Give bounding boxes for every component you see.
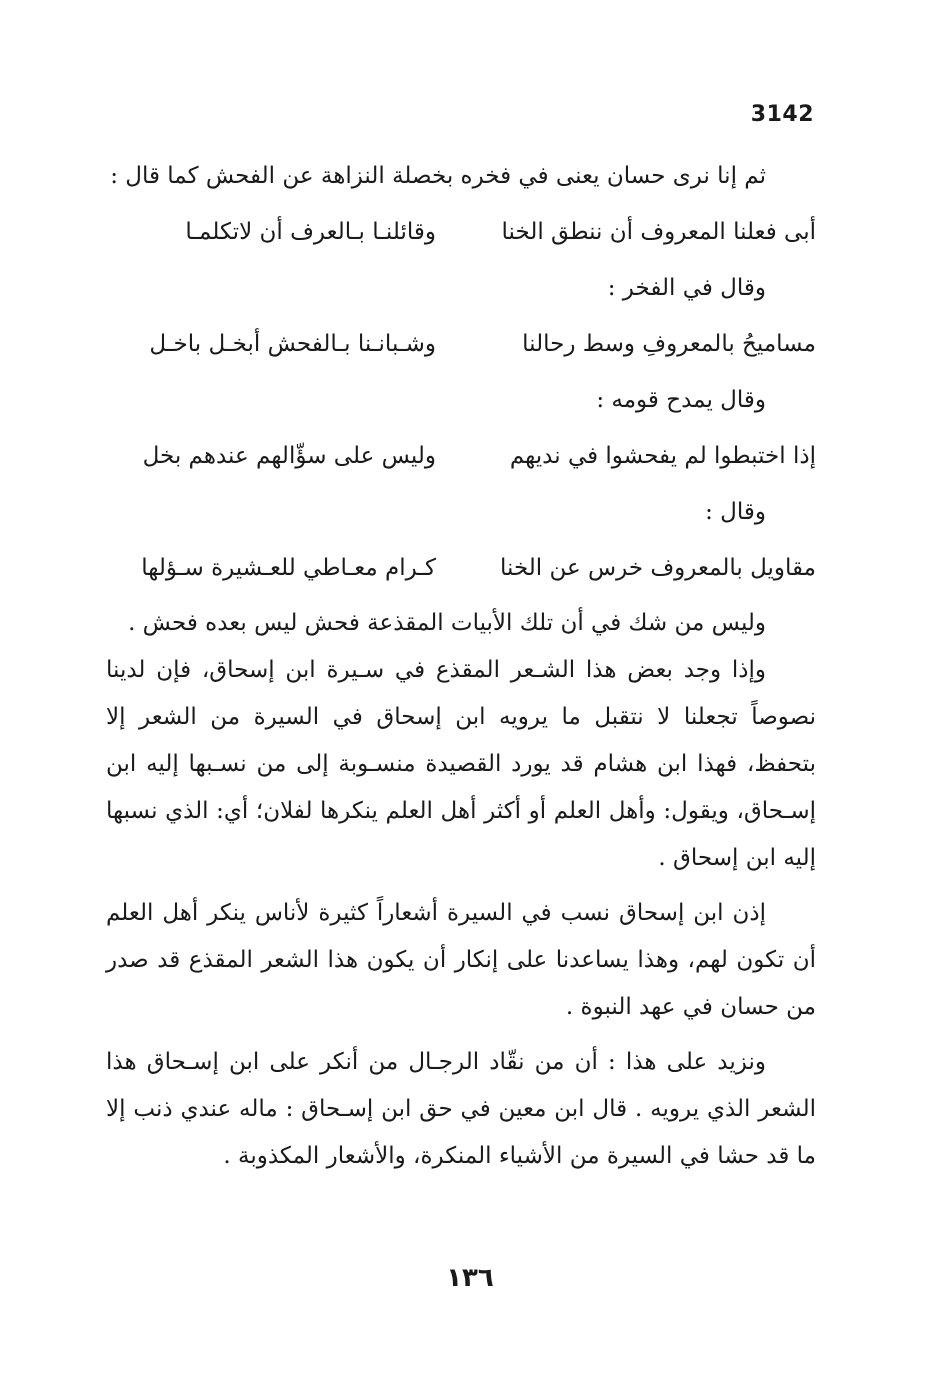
verse-second-half: وقائلنـا بـالعرف أن لاتكلمـا: [185, 219, 436, 245]
verse-first-half: إذا اختبطوا لم يفحشوا في نديهم: [509, 443, 816, 469]
text-column: [106, 152, 816, 1180]
poem-caption: وقال :: [705, 499, 766, 525]
verse-first-half: أبى فعلنا المعروف أن ننطق الخنا: [501, 219, 816, 245]
poem-verse: [106, 312, 816, 376]
body-paragraph: إذن ابن إسحاق نسب في السيرة أشعاراً كثيرة لأناس ينكر أهل العلم أن تكون لهم، وهذا يساعدنا على إنكار أن يكون هذا الشعر المقذع قد صدر من حسان في عهد النبوة .: [106, 900, 816, 1020]
verse-first-half: مقاويل بالمعروف خرس عن الخنا: [500, 555, 816, 581]
reference-number: 3142: [750, 102, 814, 127]
verse-second-half: كـرام معـاطي للعـشيرة سـؤلها: [141, 555, 436, 581]
body-paragraph: وليس من شك في أن تلك الأبيات المقذعة فحش ليس بعده فحش .: [128, 610, 766, 636]
verse-second-half: وشـبانـنا بـالفحش أبخـل باخـل: [149, 331, 436, 357]
poem-caption: وقال في الفخر :: [607, 275, 766, 301]
poem-verse: [106, 536, 816, 600]
poem-verse: [106, 424, 816, 488]
body-paragraph: ونزيد على هذا : أن من نقّاد الرجـال من أنكر على ابن إسـحاق هذا الشعر الذي يرويه . قال ابن معين في حق ابن إسـحاق : ماله عندي ذنب إلا ما قد حشا في السيرة من الأشياء المنكرة، والأشعار المكذوبة .: [106, 1049, 816, 1169]
body-paragraph: وإذا وجد بعض هذا الشـعر المقذع في سـيرة ابن إسحاق، فإن لدينا نصوصاً تجعلنا لا نتقبل ما يرويه ابن إسحاق في السيرة من الشعر إلا بتحفظ، فهذا ابن هشام قد يورد القصيدة منسـوبة إلى من نسـبها إليه ابن إسـحاق، ويقول: وأهل العلم أو أكثر أهل العلم ينكرها لفلان؛ أي: الذي نسبها إليه ابن إسحاق .: [106, 657, 816, 871]
verse-first-half: مساميحُ بالمعروفِ وسط رحالنا: [522, 331, 816, 357]
intro-line: ثم إنا نرى حسان يعنى في فخره بخصلة النزاهة عن الفحش كما قال :: [110, 163, 766, 189]
poem-verse: [106, 200, 816, 264]
poem-caption: وقال يمدح قومه :: [596, 387, 766, 413]
verse-second-half: وليس على سؤّالهم عندهم بخل: [142, 443, 436, 469]
page-number: ١٣٦: [446, 1263, 494, 1293]
